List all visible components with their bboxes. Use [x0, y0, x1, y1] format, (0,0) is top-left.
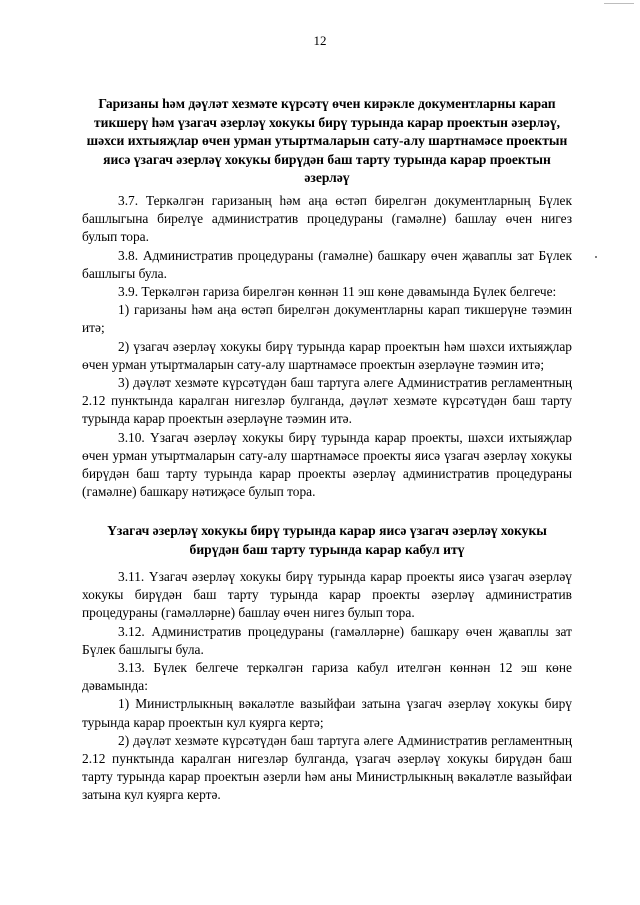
paragraph-3-11: 3.11. Үзагач әзерләү хокукы бирү турында карар проекты яисә үзагач әзерләү хокукы бирүдән баш тарту турында карар проекты әзерләү административ процедураны (гамәлләрне) башлау өчен нигез булып тора. [82, 569, 572, 621]
list-item-2: 2) дәүләт хезмәте күрсәтүдән баш тартуга әлеге Административ регламентның 2.12 пунктында каралган нигезләр булганда, үзагач әзерләү хокукы бирүдән баш тарту турында карар проектын әзерли һәм аны Министрлыкның вәкаләтле вазыйфаи затына кул куярга кертә. [82, 732, 572, 803]
section-heading-1: Гаризаны һәм дәүләт хезмәте күрсәтү өчен кирәкле документларны карап тикшерү һәм үзагач әзерләү хокукы бирү турында карар проектын әзерләү, шәхси ихтыяҗлар өчен урман утыртмаларын сату-алу шартнамәсе проектын яисә үзагач әзерләү хокукы бирүдән баш тарту турында карар проектын әзерләү [86, 96, 568, 186]
section-1-body [82, 192, 572, 501]
section-heading-2: Үзагач әзерләү хокукы бирү турында карар яисә үзагач әзерләү хокукы бирүдән баш тарту турында карар кабул итү [107, 523, 547, 557]
page-number: 12 [313, 33, 327, 48]
list-item-1: 1) Министрлыкның вәкаләтле вазыйфаи затына үзагач әзерләү хокукы бирү турында карар проектын кул куярга кертә; [82, 696, 572, 730]
paragraph-3-12: 3.12. Административ процедураны (гамәлләрне) башкару өчен җаваплы зат Бүлек башлыгы була. [82, 623, 572, 657]
corner-mark [604, 3, 634, 4]
paragraph-3-8: 3.8. Административ процедураны (гамәлне) башкару өчен җаваплы зат Бүлек башлыгы була. [82, 247, 572, 281]
list-item-3: 3) дәүләт хезмәте күрсәтүдән баш тартуга әлеге Административ регламентның 2.12 пунктында каралган нигезләр булганда, дәүләт хезмәте күрсәтүдән баш тарту турында карар проектын әзерләүне тәэмин итә. [82, 375, 572, 427]
list-item-1: 1) гаризаны һәм аңа өстәп бирелгән документларны карап тикшерүне тәэмин итә; [82, 302, 572, 336]
paragraph-3-10: 3.10. Үзагач әзерләү хокукы бирү турында карар проекты, шәхси ихтыяҗлар өчен урман утыртмаларын сату-алу шартнамәсе проекты яисә үзагач әзерләү хокукы бирүдән баш тарту турында карар проекты әзерләү административ процедураны (гамәлне) башкару нәтиҗәсе булып тора. [82, 429, 572, 500]
list-item-2: 2) үзагач әзерләү хокукы бирү турында карар проектын һәм шәхси ихтыяҗлар өчен урман утыртмаларын сату-алу шартнамәсе проектын әзерләүне тәэмин итә; [82, 338, 572, 372]
scan-speck [595, 256, 597, 258]
paragraph-3-13: 3.13. Бүлек белгече теркәлгән гариза кабул ителгән көннән 12 эш көне дәвамында: [82, 660, 572, 694]
section-2-body [82, 568, 572, 805]
paragraph-3-9: 3.9. Теркәлгән гариза бирелгән көннән 11 эш көне дәвамында Бүлек белгече: [118, 284, 557, 300]
paragraph-3-7: 3.7. Теркәлгән гаризаның һәм аңа өстәп бирелгән документларның Бүлек башлыгына бирелүе административ процедураны (гамәлне) башлау өчен нигез булып тора. [82, 193, 572, 245]
